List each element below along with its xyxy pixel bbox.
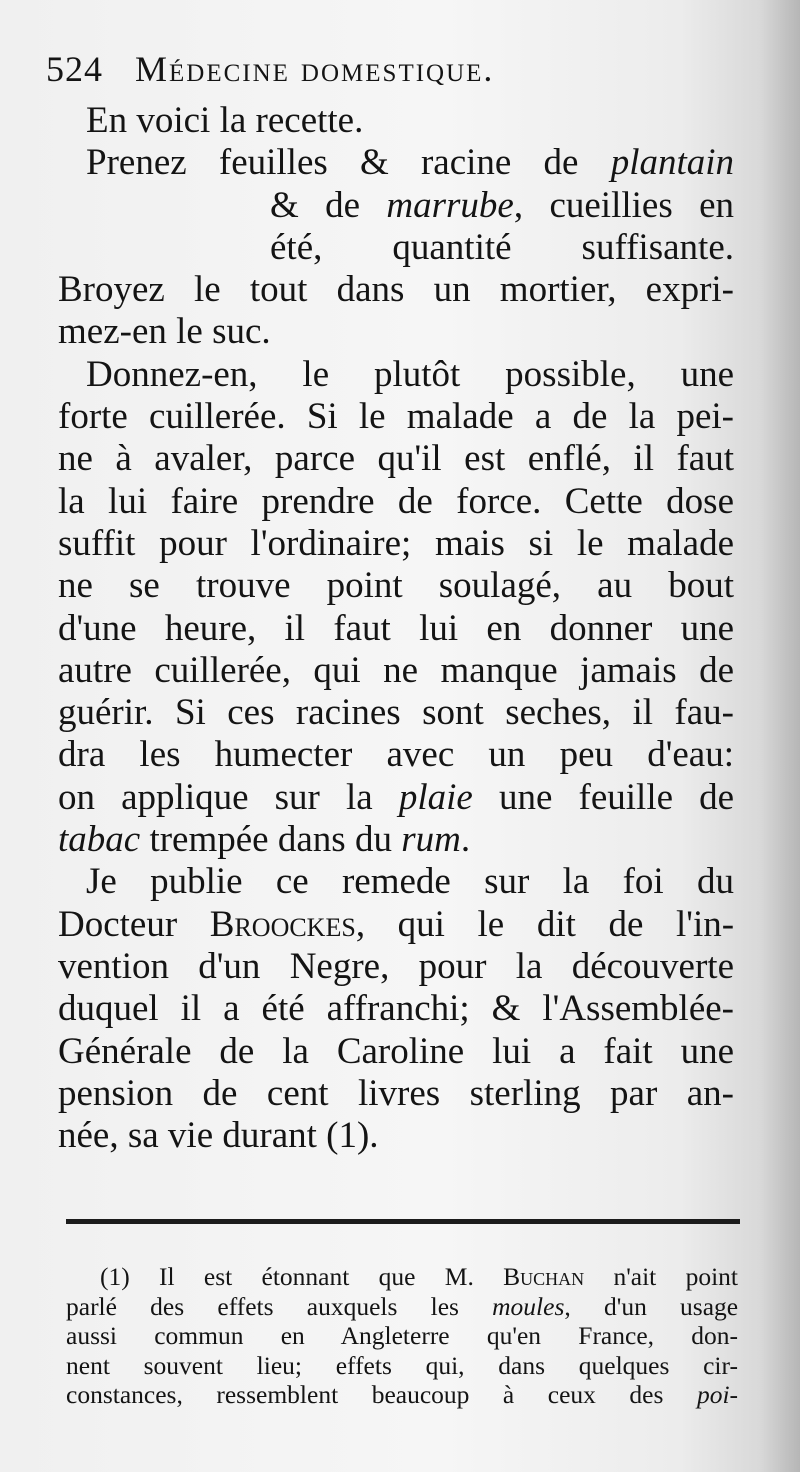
text-line: née, sa vie durant (1). [58,1115,379,1157]
footnote [66,1262,738,1410]
text-line: Docteur Broockes, qui le dit de l'in- [58,903,735,945]
text-line: autre cuillerée, qui ne manque jamais de [58,649,734,691]
text-line: pension de cent livres sterling par an- [58,1072,734,1114]
text-line: on applique sur la plaie une feuille de [58,776,735,818]
text-line: la lui faire prendre de force. Cette dose [58,480,734,522]
text-line: Prenez feuilles & racine de plantain [86,142,735,184]
text-line: dra les humecter avec un peu d'eau: [58,734,734,776]
text-line: été, quantité suffisante. [270,226,734,268]
footnote-line: parlé des effets auxquels les moules, d'un usage [66,1291,739,1321]
text-line: d'une heure, il faut lui en donner une [58,607,734,649]
text-line: guérir. Si ces racines sont seches, il fau- [58,692,734,734]
text-line: Je publie ce remede sur la foi du [86,861,734,903]
text-line: duquel il a été affranchi; & l'Assemblée- [58,988,734,1030]
page-number: 524 [46,49,103,89]
running-title: Médecine domestique. [135,49,495,89]
footnote-line: constances, ressemblent beaucoup à ceux des poi- [66,1380,739,1409]
footnote-separator-rule [66,1219,740,1224]
text-line: En voici la recette. [86,100,364,141]
main-text [58,100,734,1157]
text-line: & de marrube, cueillies en [270,184,735,226]
footnote-line: aussi commun en Angleterre qu'en France, don- [66,1321,738,1350]
footnote-line: (1) Il est étonnant que M. Buchan n'ait point [100,1262,738,1291]
text-line: Donnez-en, le plutôt possible, une [86,353,734,395]
footnote-line: nent souvent lieu; effets qui, dans quelques cir- [66,1350,738,1380]
text-line: mez-en le suc. [58,311,271,353]
text-line: Générale de la Caroline lui a fait une [58,1030,734,1072]
text-line: Broyez le tout dans un mortier, expri- [58,269,734,311]
page-edge-shadow [760,0,800,1472]
running-header [46,48,746,92]
text-line: ne à avaler, parce qu'il est enflé, il faut [58,438,734,480]
text-line: tabac trempée dans du rum. [58,819,471,861]
text-line: ne se trouve point soulagé, au bout [58,565,734,607]
text-line: vention d'un Negre, pour la découverte [58,945,734,987]
text-line: suffit pour l'ordinaire; mais si le malade [58,522,734,564]
text-line: forte cuillerée. Si le malade a de la pei- [58,396,734,438]
